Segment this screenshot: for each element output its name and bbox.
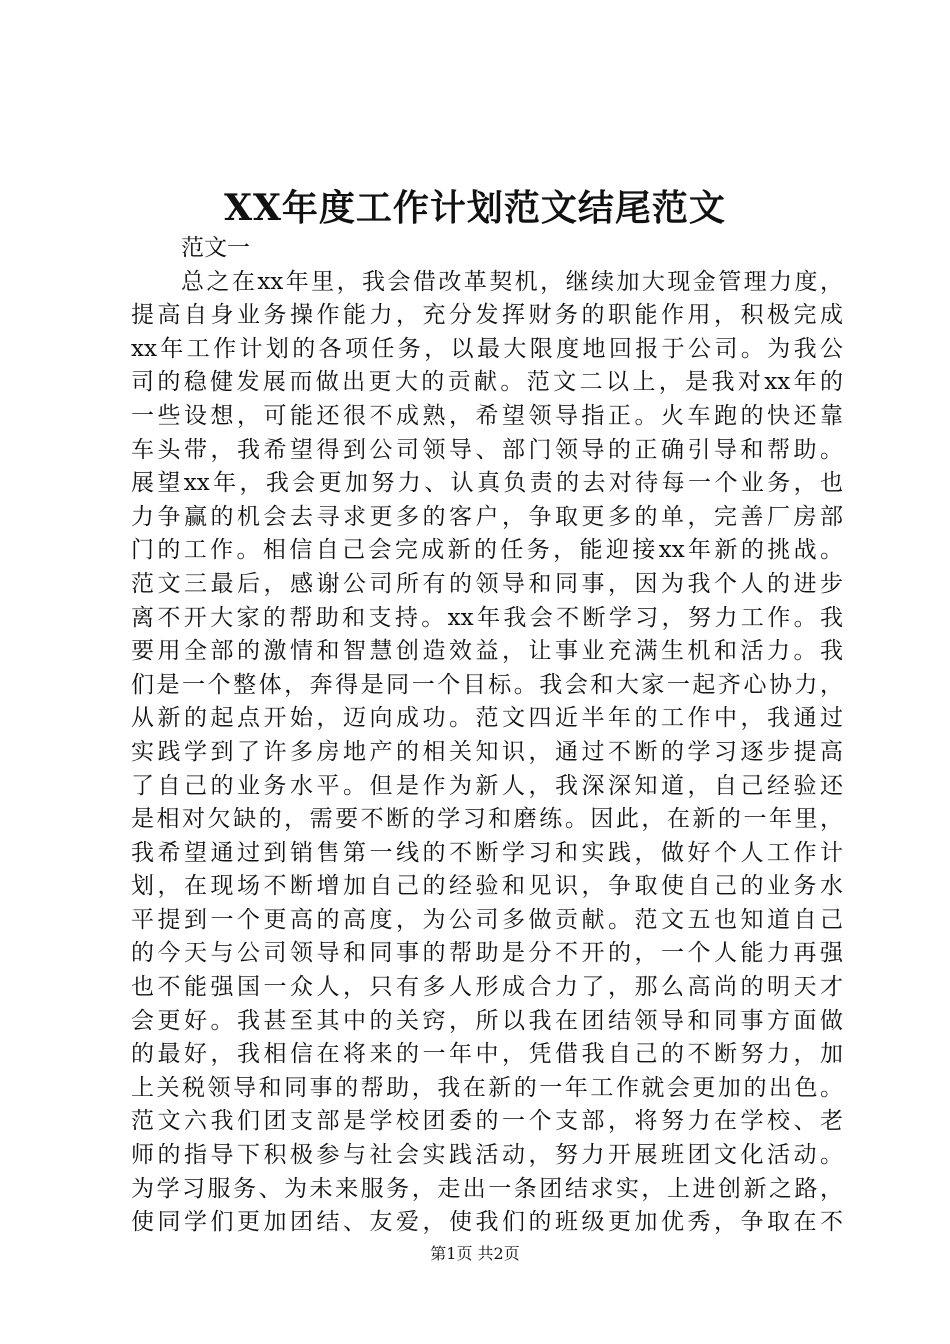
body-line: 司的稳健发展而做出更大的贡献。范文二以上，是我对xx年的 bbox=[131, 369, 843, 396]
body-line: 平提到一个更高的高度，为公司多做贡献。范文五也知道自己 bbox=[131, 906, 843, 933]
body-line: 师的指导下积极参与社会实践活动，努力开展班团文化活动。 bbox=[131, 1142, 843, 1169]
body-line: 范文一 bbox=[181, 235, 250, 261]
body-line: 也不能强国一众人，只有多人形成合力了，那么高尚的明天才 bbox=[131, 974, 843, 1001]
body-line: 是相对欠缺的，需要不断的学习和磨练。因此，在新的一年里， bbox=[131, 806, 843, 833]
body-line: 上关税领导和同事的帮助，我在新的一年工作就会更加的出色。 bbox=[131, 1074, 843, 1101]
body-line: 力争赢的机会去寻求更多的客户，争取更多的单，完善厂房部 bbox=[131, 503, 843, 530]
body-line: 的今天与公司领导和同事的帮助是分不开的，一个人能力再强 bbox=[131, 940, 843, 967]
body-line: 总之在xx年里，我会借改革契机，继续加大现金管理力度， bbox=[181, 268, 843, 295]
body-line: 范文六我们团支部是学校团委的一个支部，将努力在学校、老 bbox=[131, 1108, 843, 1135]
body-line: 提高自身业务操作能力，充分发挥财务的职能作用，积极完成 bbox=[131, 302, 843, 329]
body-line: 门的工作。相信自己会完成新的任务，能迎接xx年新的挑战。 bbox=[131, 537, 843, 564]
body-line: 实践学到了许多房地产的相关知识，通过不断的学习逐步提高 bbox=[131, 738, 843, 765]
body-line: 我希望通过到销售第一线的不断学习和实践，做好个人工作计 bbox=[131, 839, 843, 866]
body-line: 的最好，我相信在将来的一年中，凭借我自己的不断努力，加 bbox=[131, 1041, 843, 1068]
document-body bbox=[131, 232, 843, 1240]
body-line: 一些设想，可能还很不成熟，希望领导指正。火车跑的快还靠 bbox=[131, 402, 843, 429]
body-line: 为学习服务、为未来服务，走出一条团结求实，上进创新之路， bbox=[131, 1175, 843, 1202]
body-line: 范文三最后，感谢公司所有的领导和同事，因为我个人的进步 bbox=[131, 570, 843, 597]
body-line: 展望xx年，我会更加努力、认真负责的去对待每一个业务，也 bbox=[131, 470, 843, 497]
body-line: 车头带，我希望得到公司领导、部门领导的正确引导和帮助。 bbox=[131, 436, 843, 463]
body-line: xx年工作计划的各项任务，以最大限度地回报于公司。为我公 bbox=[131, 335, 843, 362]
body-line: 从新的起点开始，迈向成功。范文四近半年的工作中，我通过 bbox=[131, 705, 843, 732]
body-line: 使同学们更加团结、友爱，使我们的班级更加优秀，争取在不 bbox=[131, 1209, 843, 1236]
body-line: 了自己的业务水平。但是作为新人，我深深知道，自己经验还 bbox=[131, 772, 843, 799]
page-footer: 第1页 共2页 bbox=[430, 1244, 520, 1263]
document-title: XX年度工作计划范文结尾范文 bbox=[224, 187, 726, 229]
body-line: 离不开大家的帮助和支持。xx年我会不断学习，努力工作。我 bbox=[131, 604, 843, 631]
body-line: 会更好。我甚至其中的关窍，所以我在团结领导和同事方面做 bbox=[131, 1007, 843, 1034]
body-line: 划，在现场不断增加自己的经验和见识，争取使自己的业务水 bbox=[131, 873, 843, 900]
body-line: 们是一个整体，奔得是同一个目标。我会和大家一起齐心协力， bbox=[131, 671, 843, 698]
body-line: 要用全部的激情和智慧创造效益，让事业充满生机和活力。我 bbox=[131, 638, 843, 665]
